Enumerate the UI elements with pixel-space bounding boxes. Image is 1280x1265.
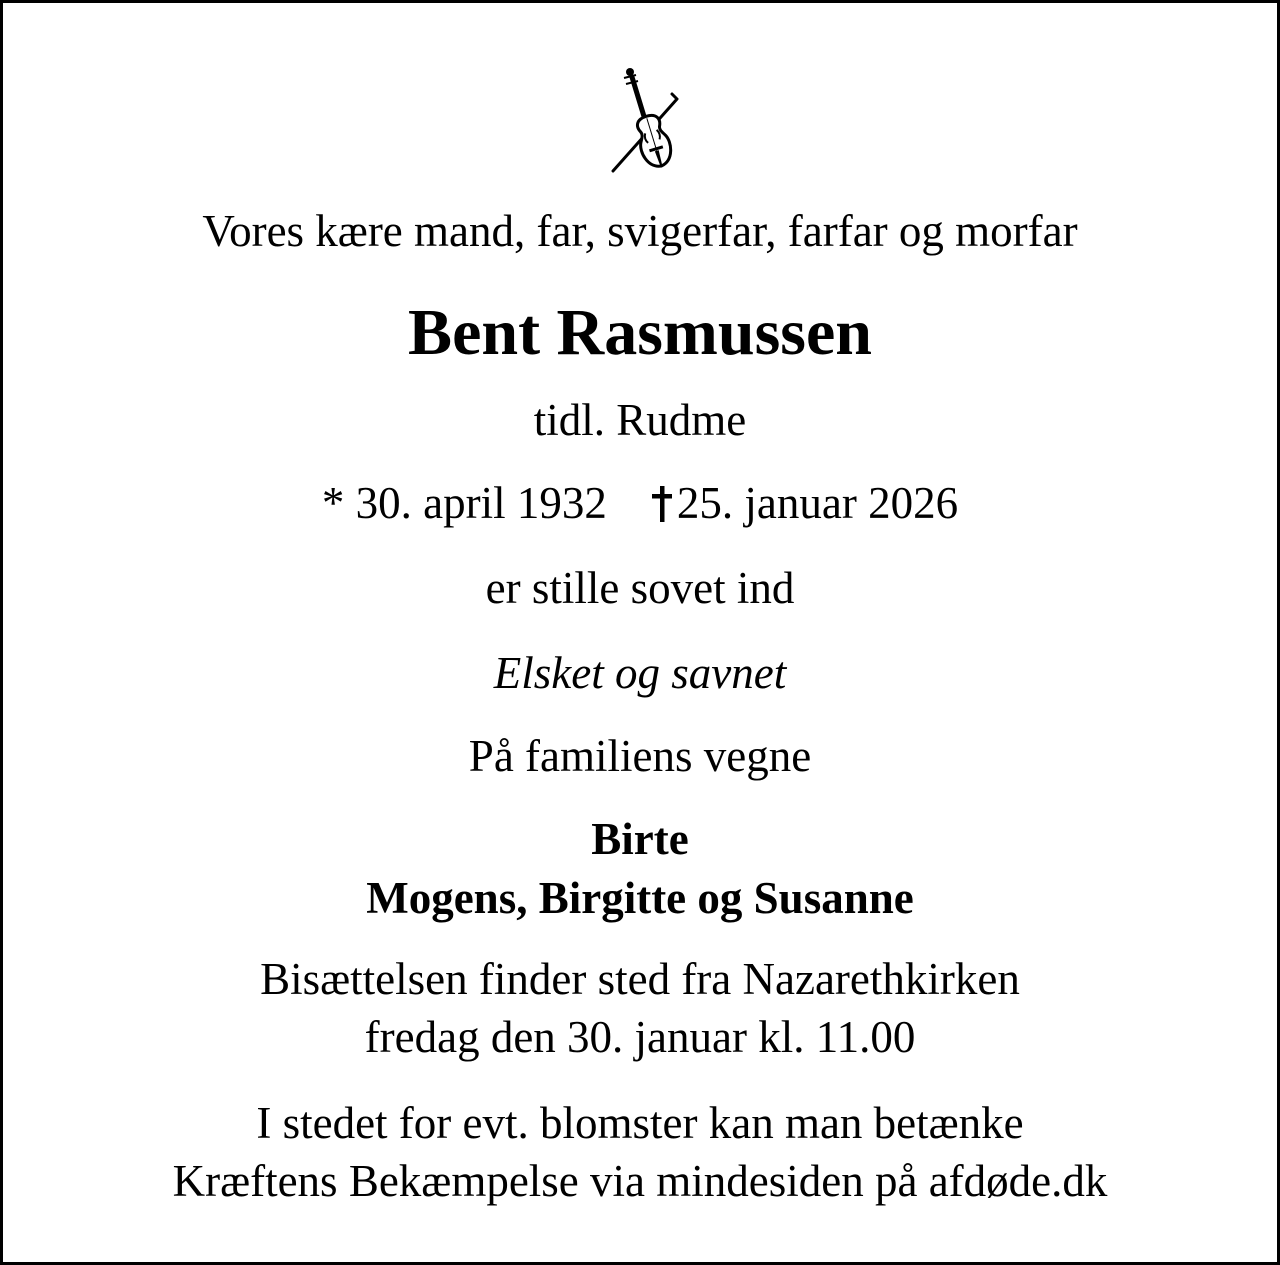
birth-date: 30. april 1932 xyxy=(355,478,607,528)
donation-info-line: I stedet for evt. blomster kan man betænke xyxy=(256,1098,1024,1148)
donation-info-line: Kræftens Bekæmpelse via mindesiden på afdøde.dk xyxy=(172,1156,1108,1206)
signature-line: Birte xyxy=(591,814,689,864)
message-text: er stille sovet ind xyxy=(485,563,795,613)
deceased-name: Bent Rasmussen xyxy=(408,296,872,369)
previous-residence: tidl. Rudme xyxy=(533,395,747,445)
signature-line: Mogens, Birgitte og Susanne xyxy=(366,873,914,923)
birth-symbol: * xyxy=(321,478,345,528)
life-dates xyxy=(3,478,1277,528)
funeral-info-line: Bisættelsen finder sted fra Nazarethkirken xyxy=(260,954,1020,1004)
tagline-text: Elsket og savnet xyxy=(493,648,787,698)
on-behalf-text: På familiens vegne xyxy=(468,731,812,781)
funeral-info-line: fredag den 30. januar kl. 11.00 xyxy=(364,1012,916,1062)
death-date: 25. januar 2026 xyxy=(676,478,959,528)
violin-icon xyxy=(603,65,683,175)
intro-text: Vores kære mand, far, svigerfar, farfar og morfar xyxy=(202,206,1078,256)
cross-icon xyxy=(651,486,673,522)
